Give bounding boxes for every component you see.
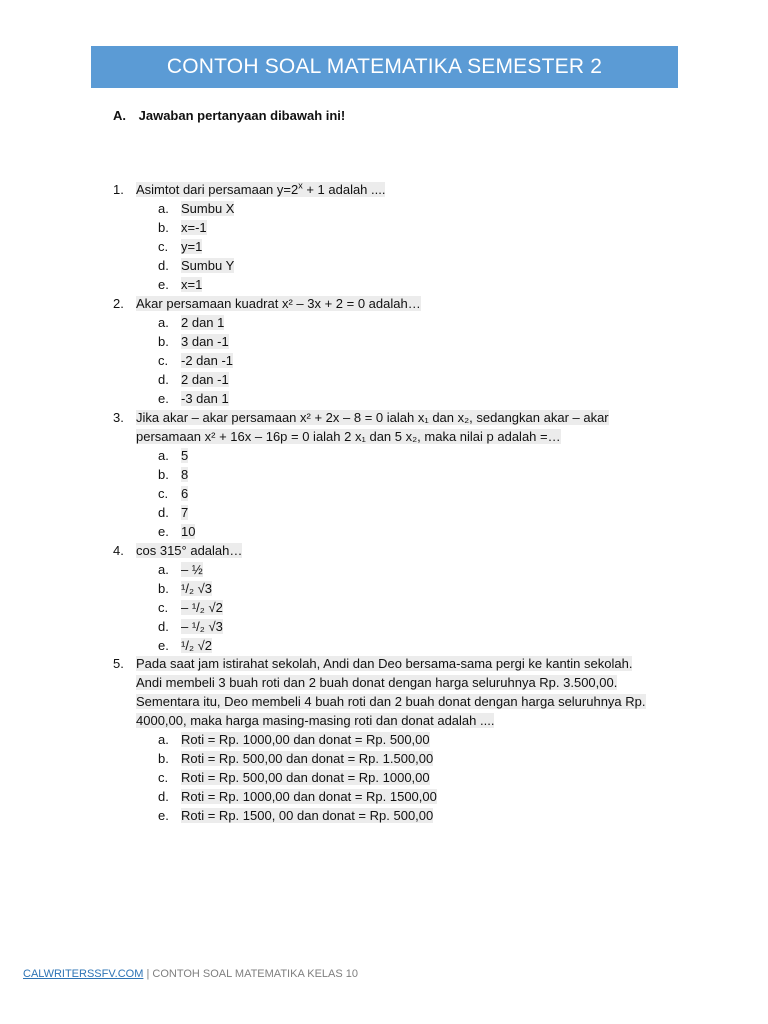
- option-a: a. 2 dan 1: [158, 315, 225, 330]
- question-text-line-2: Andi membeli 3 buah roti dan 2 buah donat dengan harga seluruhnya Rp. 3.500,00.: [136, 675, 618, 690]
- question-number: 5.: [113, 656, 124, 671]
- option-c: c. 6: [158, 486, 189, 501]
- option-e: e. -3 dan 1: [158, 391, 229, 406]
- option-list: [113, 313, 678, 408]
- question-text-line-4: 4000,00, maka harga masing-masing roti dan donat adalah ....: [136, 713, 495, 728]
- question-text: Akar persamaan kuadrat x² – 3x + 2 = 0 adalah…: [136, 296, 421, 311]
- option-d: d. – ¹/₂ √3: [158, 619, 223, 634]
- option-c: c. y=1: [158, 239, 203, 254]
- option-list: [113, 560, 678, 655]
- option-e: e. x=1: [158, 277, 203, 292]
- question-text-line-3: Sementara itu, Deo membeli 4 buah roti dan 2 buah donat dengan harga seluruhnya Rp.: [136, 694, 646, 709]
- option-e: e. ¹/₂ √2: [158, 638, 212, 653]
- section-label: A.: [113, 108, 126, 123]
- option-e: e. Roti = Rp. 1500, 00 dan donat = Rp. 500,00: [158, 808, 434, 823]
- option-d: d. 2 dan -1: [158, 372, 229, 387]
- question-number: 4.: [113, 543, 124, 558]
- option-d: d. Sumbu Y: [158, 258, 235, 273]
- footer-separator: |: [143, 968, 153, 980]
- question-text-line-1: Pada saat jam istirahat sekolah, Andi dan Deo bersama-sama pergi ke kantin sekolah.: [136, 656, 633, 671]
- footer-text: CONTOH SOAL MATEMATIKA KELAS 10: [152, 968, 358, 980]
- footer-site-link[interactable]: CALWRITERSSFV.COM: [23, 968, 144, 980]
- option-b: b. Roti = Rp. 500,00 dan donat = Rp. 1.500,00: [158, 751, 434, 766]
- option-c: c. -2 dan -1: [158, 353, 234, 368]
- page-title: CONTOH SOAL MATEMATIKA SEMESTER 2: [166, 55, 603, 78]
- option-b: b. ¹/₂ √3: [158, 581, 212, 596]
- option-list: [113, 730, 678, 825]
- option-b: b. 3 dan -1: [158, 334, 229, 349]
- page-footer: [23, 968, 358, 980]
- question-1: [113, 180, 678, 294]
- question-2: [113, 294, 678, 408]
- question-5: [113, 654, 678, 825]
- option-a: a. Sumbu X: [158, 201, 235, 216]
- option-b: b. 8: [158, 467, 189, 482]
- option-c: c. Roti = Rp. 500,00 dan donat = Rp. 1000,00: [158, 770, 430, 785]
- question-3: [113, 408, 678, 541]
- question-text-line-1: Jika akar – akar persamaan x² + 2x – 8 = 0 ialah x₁ dan x₂, sedangkan akar – akar: [136, 410, 609, 425]
- section-heading: [113, 108, 345, 123]
- question-number: 1.: [113, 182, 124, 197]
- section-text: Jawaban pertanyaan dibawah ini!: [138, 108, 346, 123]
- option-b: b. x=-1: [158, 220, 207, 235]
- page-title-banner: [91, 46, 678, 88]
- option-d: d. Roti = Rp. 1000,00 dan donat = Rp. 1500,00: [158, 789, 437, 804]
- question-4: [113, 541, 678, 655]
- option-d: d. 7: [158, 505, 189, 520]
- option-list: [113, 446, 678, 541]
- question-number: 3.: [113, 410, 124, 425]
- question-text-line-2: persamaan x² + 16x – 16p = 0 ialah 2 x₁ dan 5 x₂, maka nilai p adalah =…: [136, 429, 561, 444]
- option-a: a. Roti = Rp. 1000,00 dan donat = Rp. 500,00: [158, 732, 430, 747]
- question-number: 2.: [113, 296, 124, 311]
- option-list: [113, 199, 678, 294]
- option-e: e. 10: [158, 524, 196, 539]
- option-a: a. 5: [158, 448, 189, 463]
- option-a: a. – ½: [158, 562, 203, 577]
- question-text: Asimtot dari persamaan $y=2^x + 1$ adalah ....: [136, 180, 386, 197]
- question-text: cos 315° adalah…: [136, 543, 243, 558]
- option-c: c. – ¹/₂ √2: [158, 600, 223, 615]
